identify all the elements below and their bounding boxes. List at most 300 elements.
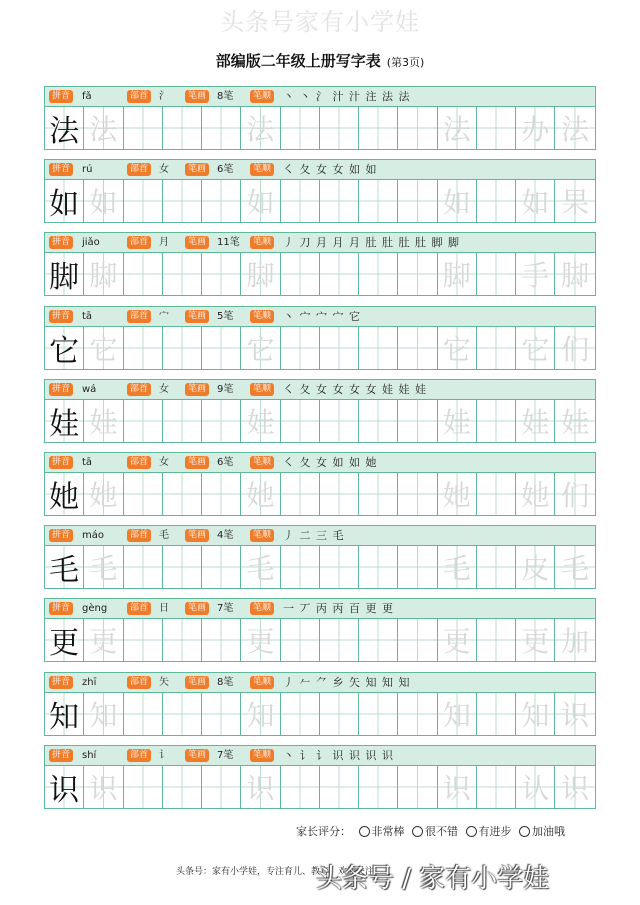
practice-row	[44, 379, 596, 443]
writing-grid	[45, 693, 595, 735]
pinyin-value: tā	[82, 457, 93, 468]
word-character: 如	[521, 186, 550, 220]
writing-cell[interactable]	[555, 327, 594, 369]
writing-cell[interactable]	[359, 180, 398, 222]
writing-cell[interactable]	[84, 107, 123, 149]
writing-cell[interactable]	[438, 400, 477, 442]
writing-grid	[45, 253, 595, 295]
writing-cell[interactable]	[516, 253, 555, 295]
writing-cell[interactable]	[438, 107, 477, 149]
writing-cell[interactable]	[359, 766, 398, 808]
trace-character	[281, 253, 319, 295]
trace-character: 更	[442, 625, 471, 659]
practice-row	[44, 452, 596, 516]
pinyin-tag: 拼音	[49, 383, 73, 396]
trace-character	[320, 619, 358, 661]
word-character: 办	[521, 113, 550, 146]
trace-character	[398, 327, 436, 369]
writing-cell[interactable]	[477, 180, 516, 222]
trace-character: 识	[246, 771, 275, 805]
trace-character	[320, 253, 358, 295]
trace-character	[163, 180, 201, 222]
trace-character: 法	[89, 113, 118, 146]
writing-cell[interactable]	[516, 693, 555, 735]
writing-cell[interactable]	[202, 766, 241, 808]
writing-cell[interactable]	[163, 400, 202, 442]
writing-cell[interactable]	[84, 546, 123, 588]
writing-cell[interactable]	[124, 766, 163, 808]
writing-cell[interactable]	[477, 766, 516, 808]
writing-cell[interactable]	[84, 766, 123, 808]
pinyin-value: rú	[82, 164, 93, 176]
writing-cell[interactable]	[555, 473, 594, 515]
trace-character	[124, 473, 162, 515]
pinyin-value: fǎ	[82, 91, 92, 102]
writing-cell[interactable]	[281, 766, 320, 808]
writing-cell[interactable]	[202, 400, 241, 442]
radio-circle-icon[interactable]	[359, 826, 370, 837]
writing-cell[interactable]	[202, 473, 241, 515]
model-character: 毛	[49, 553, 80, 589]
writing-cell[interactable]	[320, 473, 359, 515]
writing-cell[interactable]	[359, 327, 398, 369]
character-info-bar	[45, 233, 595, 253]
trace-character	[163, 766, 201, 808]
writing-cell[interactable]	[320, 766, 359, 808]
writing-cell[interactable]	[45, 766, 84, 808]
writing-cell[interactable]	[516, 766, 555, 808]
trace-character	[124, 766, 162, 808]
writing-cell[interactable]	[281, 619, 320, 661]
writing-cell[interactable]	[320, 619, 359, 661]
trace-character	[320, 473, 358, 515]
trace-character	[398, 107, 436, 149]
writing-cell[interactable]	[241, 766, 280, 808]
writing-cell[interactable]	[438, 473, 477, 515]
writing-cell[interactable]	[124, 107, 163, 149]
writing-cell[interactable]	[202, 180, 241, 222]
writing-cell[interactable]	[163, 766, 202, 808]
writing-cell[interactable]	[477, 619, 516, 661]
writing-cell[interactable]	[163, 619, 202, 661]
writing-cell[interactable]	[555, 766, 594, 808]
writing-cell[interactable]	[241, 693, 280, 735]
writing-cell[interactable]	[398, 107, 437, 149]
writing-cell[interactable]	[163, 327, 202, 369]
empty-slot	[477, 473, 515, 515]
writing-cell[interactable]	[555, 546, 594, 588]
writing-cell[interactable]	[281, 693, 320, 735]
writing-cell[interactable]	[281, 180, 320, 222]
stroke-count-value: 7笔	[217, 749, 234, 761]
writing-cell[interactable]	[241, 327, 280, 369]
stroke-order-tag: 笔顺	[250, 163, 274, 176]
writing-grid	[45, 327, 595, 369]
rating-option-excellent[interactable]: 非常棒	[359, 825, 405, 838]
pinyin-tag: 拼音	[49, 163, 73, 176]
writing-cell[interactable]	[477, 473, 516, 515]
word-character: 脚	[561, 259, 590, 293]
trace-character: 她	[442, 479, 471, 512]
pinyin-tag: 拼音	[49, 236, 73, 249]
trace-character: 她	[246, 479, 275, 512]
character-info-bar	[45, 746, 595, 766]
character-info-bar	[45, 307, 595, 327]
trace-character: 更	[246, 625, 275, 659]
writing-cell[interactable]	[241, 546, 280, 588]
watermark-top: 头条号家有小学娃	[220, 8, 420, 36]
writing-cell[interactable]	[398, 180, 437, 222]
stroke-count-tag: 笔画	[185, 90, 209, 103]
writing-cell[interactable]	[438, 180, 477, 222]
trace-character	[202, 107, 240, 149]
writing-cell[interactable]	[281, 400, 320, 442]
trace-character	[359, 400, 397, 442]
pinyin-tag: 拼音	[49, 90, 73, 103]
trace-character	[281, 693, 319, 735]
writing-cell[interactable]	[124, 619, 163, 661]
writing-cell[interactable]	[84, 693, 123, 735]
writing-cell[interactable]	[84, 400, 123, 442]
trace-character	[163, 253, 201, 295]
practice-row	[44, 745, 596, 809]
trace-character: 如	[89, 186, 118, 220]
trace-character: 法	[442, 113, 471, 146]
trace-character: 她	[89, 479, 118, 512]
radical-tag: 部首	[127, 529, 151, 542]
stroke-count-value: 8笔	[217, 91, 234, 102]
writing-cell[interactable]	[45, 400, 84, 442]
trace-character	[163, 473, 201, 515]
writing-cell[interactable]	[241, 253, 280, 295]
writing-cell[interactable]	[516, 546, 555, 588]
model-character: 识	[49, 772, 80, 808]
trace-character	[163, 546, 201, 588]
writing-cell[interactable]	[163, 693, 202, 735]
character-info-bar	[45, 380, 595, 400]
trace-character	[163, 693, 201, 735]
trace-character	[398, 619, 436, 661]
writing-cell[interactable]	[202, 693, 241, 735]
writing-cell[interactable]	[398, 253, 437, 295]
trace-character	[359, 253, 397, 295]
radio-circle-icon[interactable]	[519, 826, 530, 837]
trace-character	[163, 107, 201, 149]
writing-cell[interactable]	[398, 619, 437, 661]
writing-cell[interactable]	[124, 473, 163, 515]
pinyin-tag: 拼音	[49, 676, 73, 689]
stroke-count-tag: 笔画	[185, 456, 209, 469]
trace-character	[124, 107, 162, 149]
stroke-count-value: 9笔	[217, 383, 234, 395]
trace-character	[124, 619, 162, 661]
word-character: 娃	[521, 405, 550, 439]
radical-value: 月	[159, 237, 169, 249]
writing-cell[interactable]	[359, 546, 398, 588]
writing-cell[interactable]	[516, 180, 555, 222]
writing-cell[interactable]	[320, 327, 359, 369]
stroke-order-tag: 笔顺	[250, 529, 274, 542]
writing-cell[interactable]	[398, 473, 437, 515]
writing-cell[interactable]	[45, 107, 84, 149]
radio-circle-icon[interactable]	[466, 826, 477, 837]
writing-cell[interactable]	[477, 546, 516, 588]
footer-note: 头条号：家有小学娃，专注育儿、教育，欢迎关注	[176, 867, 375, 877]
trace-character	[202, 693, 240, 735]
writing-cell[interactable]	[202, 619, 241, 661]
writing-cell[interactable]	[45, 473, 84, 515]
trace-character	[281, 473, 319, 515]
writing-cell[interactable]	[241, 107, 280, 149]
writing-cell[interactable]	[359, 473, 398, 515]
trace-character	[359, 766, 397, 808]
stroke-count-value: 8笔	[217, 676, 234, 688]
radical-tag: 部首	[127, 236, 151, 249]
writing-cell[interactable]	[516, 400, 555, 442]
writing-cell[interactable]	[438, 619, 477, 661]
writing-cell[interactable]	[84, 473, 123, 515]
writing-cell[interactable]	[398, 766, 437, 808]
trace-character	[124, 546, 162, 588]
writing-cell[interactable]	[477, 400, 516, 442]
pinyin-value: shí	[82, 749, 97, 761]
stroke-count-tag: 笔画	[185, 236, 209, 249]
writing-cell[interactable]	[241, 473, 280, 515]
writing-cell[interactable]	[45, 253, 84, 295]
writing-cell[interactable]	[477, 327, 516, 369]
writing-cell[interactable]	[281, 327, 320, 369]
writing-cell[interactable]	[45, 546, 84, 588]
trace-character	[281, 327, 319, 369]
writing-cell[interactable]	[516, 107, 555, 149]
writing-cell[interactable]	[202, 107, 241, 149]
stroke-count-value: 4笔	[217, 530, 234, 542]
empty-slot	[477, 546, 515, 588]
writing-cell[interactable]	[398, 400, 437, 442]
model-character: 如	[49, 187, 80, 223]
trace-character	[281, 400, 319, 442]
writing-cell[interactable]	[320, 546, 359, 588]
writing-cell[interactable]	[124, 693, 163, 735]
writing-cell[interactable]	[84, 327, 123, 369]
trace-character	[124, 253, 162, 295]
stroke-order-value: ㇛ 夂 女 如 如 她	[283, 456, 378, 469]
trace-character: 知	[442, 698, 471, 732]
writing-cell[interactable]	[202, 327, 241, 369]
word-character: 手	[521, 259, 550, 293]
trace-character	[398, 180, 436, 222]
writing-cell[interactable]	[398, 693, 437, 735]
writing-cell[interactable]	[516, 327, 555, 369]
radical-value: 氵	[159, 91, 169, 102]
stroke-order-tag: 笔顺	[250, 676, 274, 689]
writing-cell[interactable]	[438, 766, 477, 808]
radical-tag: 部首	[127, 456, 151, 469]
rating-option-good[interactable]: 很不错	[412, 825, 458, 838]
writing-cell[interactable]	[202, 253, 241, 295]
trace-character	[124, 327, 162, 369]
trace-character	[202, 180, 240, 222]
writing-cell[interactable]	[124, 327, 163, 369]
empty-slot	[477, 619, 515, 661]
word-character: 认	[521, 771, 550, 805]
radical-value: 矢	[159, 676, 169, 688]
stroke-order-value: ㇛ 夂 女 女 如 如	[283, 163, 378, 177]
character-info-bar	[45, 160, 595, 180]
writing-grid	[45, 766, 595, 808]
writing-cell[interactable]	[202, 546, 241, 588]
writing-grid	[45, 400, 595, 442]
trace-character	[163, 327, 201, 369]
writing-cell[interactable]	[477, 107, 516, 149]
model-character: 更	[49, 626, 80, 662]
trace-character	[320, 546, 358, 588]
trace-character	[281, 546, 319, 588]
trace-character	[398, 473, 436, 515]
trace-character	[320, 107, 358, 149]
trace-character	[281, 619, 319, 661]
writing-cell[interactable]	[281, 253, 320, 295]
trace-character	[124, 180, 162, 222]
writing-cell[interactable]	[359, 693, 398, 735]
trace-character	[359, 327, 397, 369]
writing-cell[interactable]	[84, 180, 123, 222]
trace-character: 它	[89, 332, 118, 366]
radical-tag: 部首	[127, 602, 151, 615]
pinyin-tag: 拼音	[49, 456, 73, 469]
radio-circle-icon[interactable]	[412, 826, 423, 837]
writing-cell[interactable]	[281, 546, 320, 588]
writing-cell[interactable]	[320, 107, 359, 149]
pinyin-tag: 拼音	[49, 602, 73, 615]
writing-cell[interactable]	[241, 400, 280, 442]
radical-tag: 部首	[127, 90, 151, 103]
trace-character: 娃	[246, 405, 275, 439]
word-character: 它	[521, 332, 550, 366]
writing-cell[interactable]	[124, 546, 163, 588]
writing-cell[interactable]	[438, 693, 477, 735]
empty-slot	[477, 693, 515, 735]
writing-cell[interactable]	[320, 400, 359, 442]
writing-cell[interactable]	[320, 253, 359, 295]
writing-cell[interactable]	[163, 253, 202, 295]
writing-cell[interactable]	[555, 400, 594, 442]
word-character: 她	[521, 479, 550, 512]
pinyin-value: jiǎo	[82, 237, 100, 249]
writing-cell[interactable]	[124, 400, 163, 442]
writing-cell[interactable]	[320, 693, 359, 735]
writing-cell[interactable]	[359, 253, 398, 295]
radical-tag: 部首	[127, 676, 151, 689]
empty-slot	[477, 180, 515, 222]
stroke-order-value: 丿 二 三 毛	[283, 529, 345, 543]
writing-cell[interactable]	[45, 327, 84, 369]
writing-cell[interactable]	[555, 107, 594, 149]
writing-cell[interactable]	[281, 473, 320, 515]
writing-cell[interactable]	[477, 693, 516, 735]
writing-cell[interactable]	[163, 473, 202, 515]
writing-cell[interactable]	[477, 253, 516, 295]
stroke-order-value: 丶 宀 宀 宀 它	[283, 309, 361, 323]
writing-cell[interactable]	[555, 693, 594, 735]
writing-cell[interactable]	[359, 107, 398, 149]
writing-cell[interactable]	[398, 327, 437, 369]
writing-cell[interactable]	[45, 693, 84, 735]
writing-cell[interactable]	[163, 546, 202, 588]
rating-option-keep-going[interactable]: 加油哦	[519, 825, 565, 838]
word-character: 们	[561, 332, 590, 366]
trace-character	[202, 400, 240, 442]
parent-rating	[296, 823, 565, 839]
writing-cell[interactable]	[516, 473, 555, 515]
model-character: 法	[49, 114, 80, 149]
writing-cell[interactable]	[281, 107, 320, 149]
trace-character	[281, 180, 319, 222]
writing-cell[interactable]	[438, 546, 477, 588]
stroke-count-tag: 笔画	[185, 749, 209, 762]
character-info-bar	[45, 599, 595, 619]
pinyin-tag: 拼音	[49, 310, 73, 323]
rating-option-improved[interactable]: 有进步	[466, 825, 512, 838]
writing-cell[interactable]	[359, 400, 398, 442]
trace-character	[281, 107, 319, 149]
writing-grid	[45, 619, 595, 661]
trace-character: 毛	[246, 552, 275, 586]
writing-cell[interactable]	[163, 107, 202, 149]
writing-cell[interactable]	[398, 546, 437, 588]
trace-character	[320, 766, 358, 808]
trace-character	[281, 766, 319, 808]
word-character: 皮	[521, 552, 550, 586]
writing-cell[interactable]	[555, 619, 594, 661]
writing-cell[interactable]	[241, 619, 280, 661]
writing-cell[interactable]	[555, 253, 594, 295]
writing-cell[interactable]	[555, 180, 594, 222]
trace-character: 识	[89, 771, 118, 805]
radical-tag: 部首	[127, 310, 151, 323]
empty-slot	[477, 400, 515, 442]
writing-cell[interactable]	[438, 253, 477, 295]
writing-cell[interactable]	[320, 180, 359, 222]
trace-character	[320, 180, 358, 222]
word-character: 识	[561, 771, 590, 805]
word-character: 更	[521, 625, 550, 659]
trace-character: 更	[89, 625, 118, 659]
pinyin-value: wá	[82, 383, 97, 395]
writing-cell[interactable]	[84, 253, 123, 295]
model-character: 她	[49, 480, 80, 515]
writing-cell[interactable]	[516, 619, 555, 661]
writing-cell[interactable]	[438, 327, 477, 369]
writing-cell[interactable]	[241, 180, 280, 222]
writing-cell[interactable]	[84, 619, 123, 661]
stroke-order-value: 一 丆 丙 丙 百 更 更	[283, 602, 394, 616]
character-info-bar	[45, 673, 595, 693]
word-character: 知	[521, 698, 550, 732]
writing-cell[interactable]	[124, 180, 163, 222]
trace-character	[398, 693, 436, 735]
trace-character: 如	[246, 186, 275, 220]
stroke-count-tag: 笔画	[185, 383, 209, 396]
trace-character: 法	[246, 113, 275, 146]
writing-cell[interactable]	[124, 253, 163, 295]
writing-cell[interactable]	[45, 180, 84, 222]
empty-slot	[477, 107, 515, 149]
writing-cell[interactable]	[359, 619, 398, 661]
writing-cell[interactable]	[163, 180, 202, 222]
pinyin-tag: 拼音	[49, 749, 73, 762]
writing-cell[interactable]	[45, 619, 84, 661]
